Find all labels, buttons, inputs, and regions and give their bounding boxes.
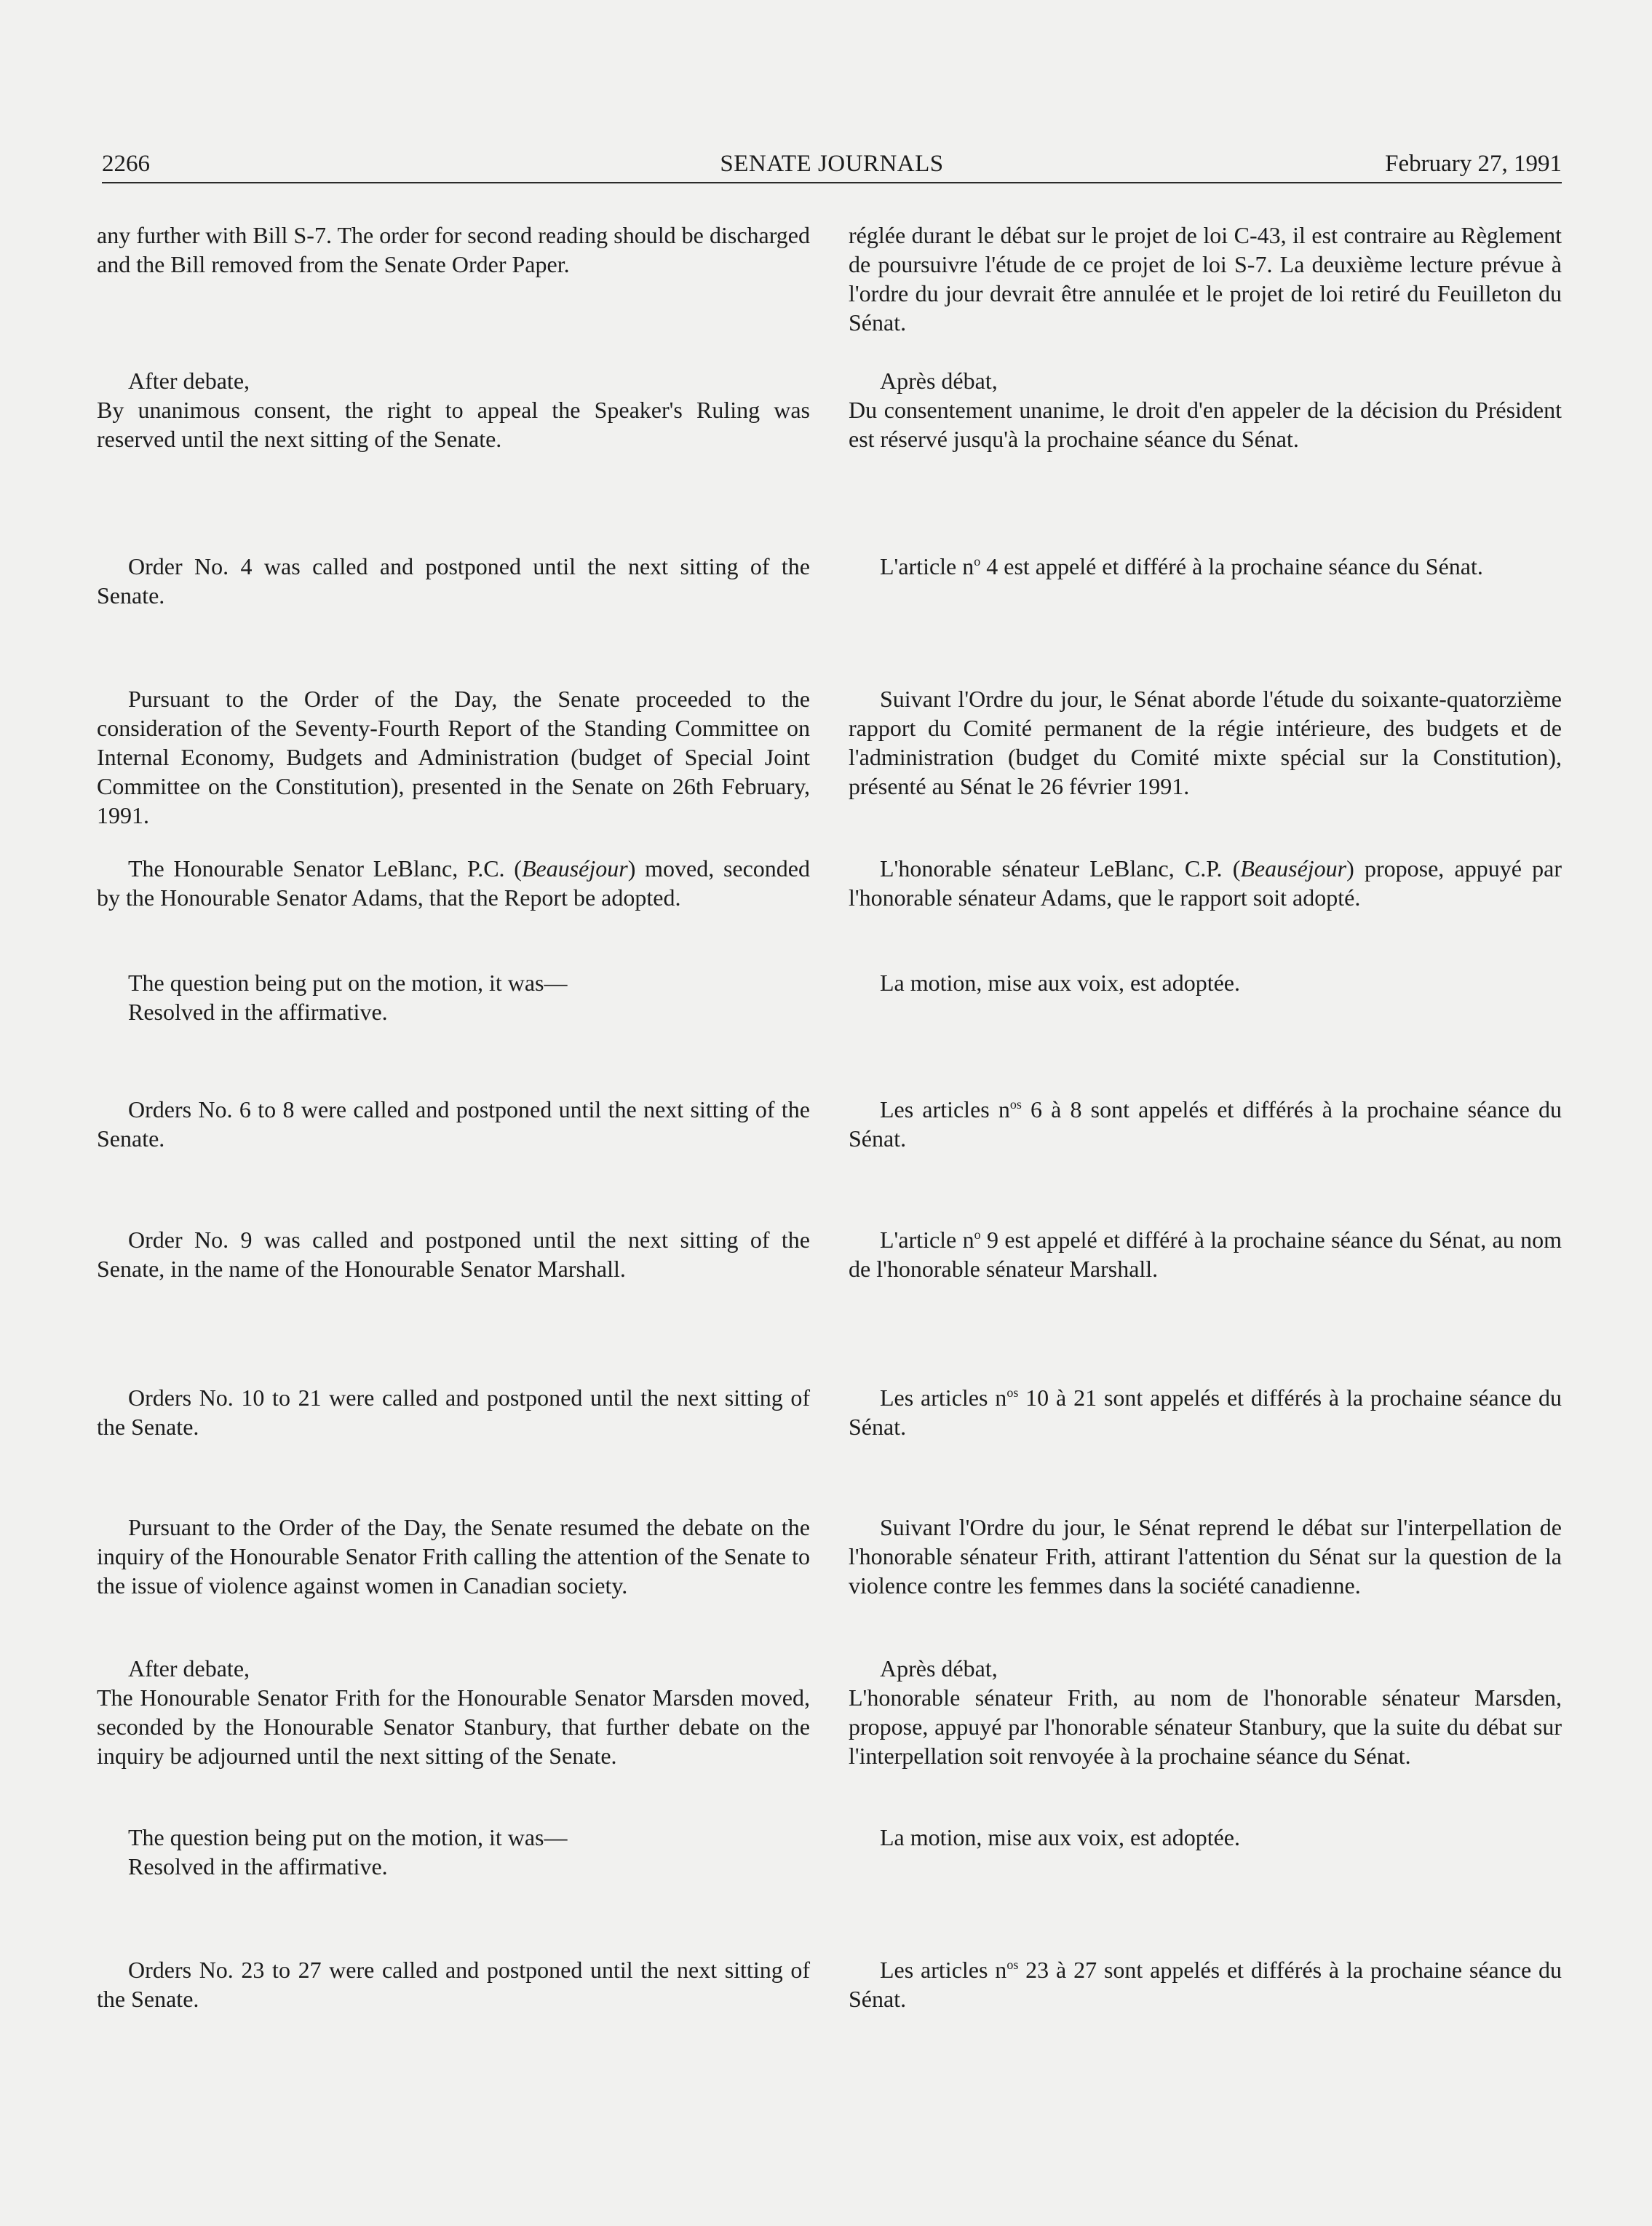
en-frith-marsden-motion: The Honourable Senator Frith for the Honourable Senator Marsden moved, seconded by the Honourable Senator Stanbury, that further debate on the inquiry be adjourned until the next sitting of the Senate. [97, 1684, 810, 1769]
en-inquiry-frith: Pursuant to the Order of the Day, the Senate resumed the debate on the inquiry of the Honourable Senator Frith calling the attention of the Senate to the issue of violence against women in Canadian society. [97, 1514, 810, 1599]
fr-frith-marsden-motion: L'honorable sénateur Frith, au nom de l'honorable sénateur Marsden, propose, appuyé par l'honorable sénateur Stanbury, que la suite du débat sur l'interpellation soit renvoyée à la prochaine séance du Sénat. [849, 1684, 1562, 1769]
en-order-9: Order No. 9 was called and postponed until the next sitting of the Senate, in the name of the Honourable Senator Marshall. [97, 1227, 810, 1282]
fr-order-4: L'article $n^o$ 4 est appelé et différé à la prochaine séance du Sénat. [880, 553, 1483, 579]
en-leblanc-motion: The Honourable Senator LeBlanc, P.C. (Beauséjour) moved, seconded by the Honourable Senator Adams, that the Report be adopted. [97, 855, 811, 911]
fr-orders-10-21: Les articles $n^{os}$ 10 à 21 sont appelés et différés à la prochaine séance du Sénat. [849, 1385, 1562, 1440]
fr-motion-adopted: La motion, mise aux voix, est adoptée. [880, 970, 1240, 996]
fr-motion-adopted-2: La motion, mise aux voix, est adoptée. [880, 1824, 1240, 1850]
journal-date: February 27, 1991 [1385, 151, 1562, 177]
fr-orders-23-27: Les articles $n^{os}$ 23 à 27 sont appelés et différés à la prochaine séance du Sénat. [849, 1957, 1562, 2012]
en-question-put: The question being put on the motion, it was— [128, 970, 568, 996]
en-resolved: Resolved in the affirmative. [128, 999, 388, 1025]
fr-after-debate: Après débat, [880, 368, 998, 394]
en-orders-23-27: Orders No. 23 to 27 were called and postponed until the next sitting of the Senate. [97, 1957, 810, 2012]
fr-order-9: L'article $n^o$ 9 est appelé et différé à la prochaine séance du Sénat, au nom de l'honorable sénateur Marshall. [849, 1227, 1562, 1282]
fr-order-of-day-report: Suivant l'Ordre du jour, le Sénat aborde l'étude du soixante-quatorzième rapport du Comité permanent de la régie intérieure, des budgets et de l'administration (budget du Comité mixte spécial sur la Constitution), présenté au Sénat le 26 février 1991. [849, 686, 1562, 799]
en-orders-6-8: Orders No. 6 to 8 were called and postponed until the next sitting of the Senate. [97, 1096, 810, 1152]
fr-leblanc-motion: L'honorable sénateur LeBlanc, C.P. (Beauséjour) propose, appuyé par l'honorable sénateur Adams, que le rapport soit adopté. [849, 855, 1562, 911]
page-header [102, 146, 1562, 183]
en-unanimous-consent: By unanimous consent, the right to appeal the Speaker's Ruling was reserved until the next sitting of the Senate. [97, 397, 810, 452]
fr-paragraph-bill-s7: réglée durant le débat sur le projet de loi C-43, il est contraire au Règlement de poursuivre l'étude de ce projet de loi S-7. La deuxième lecture prévue à l'ordre du jour devrait être annulée et le projet de loi retiré du Feuilleton du Sénat. [849, 222, 1562, 336]
fr-after-debate-2: Après débat, [880, 1655, 998, 1682]
en-orders-10-21: Orders No. 10 to 21 were called and postponed until the next sitting of the Senate. [97, 1385, 810, 1440]
en-question-put-2: The question being put on the motion, it was— [128, 1824, 568, 1850]
journal-title: SENATE JOURNALS [720, 151, 944, 177]
en-paragraph-bill-s7: any further with Bill S-7. The order for second reading should be discharged and the Bill removed from the Senate Order Paper. [97, 222, 810, 277]
en-resolved-2: Resolved in the affirmative. [128, 1853, 388, 1880]
en-after-debate-2: After debate, [128, 1655, 250, 1682]
fr-inquiry-frith: Suivant l'Ordre du jour, le Sénat reprend le débat sur l'interpellation de l'honorable sénateur Frith, attirant l'attention du Sénat sur la question de la violence contre les femmes dans la société canadienne. [849, 1514, 1562, 1599]
fr-orders-6-8: Les articles $n^{os}$ 6 à 8 sont appelés et différés à la prochaine séance du Sénat. [849, 1096, 1562, 1152]
en-order-4: Order No. 4 was called and postponed until the next sitting of the Senate. [97, 553, 810, 609]
en-after-debate: After debate, [128, 368, 250, 394]
en-order-of-day-report: Pursuant to the Order of the Day, the Senate proceeded to the consideration of the Seventy-Fourth Report of the Standing Committee on Internal Economy, Budgets and Administration (budget of Special Joint Committee on the Constitution), presented in the Senate on 26th February, 1991. [97, 686, 810, 828]
fr-unanimous-consent: Du consentement unanime, le droit d'en appeler de la décision du Président est réservé jusqu'à la prochaine séance du Sénat. [849, 397, 1562, 452]
page-number: 2266 [102, 151, 150, 177]
